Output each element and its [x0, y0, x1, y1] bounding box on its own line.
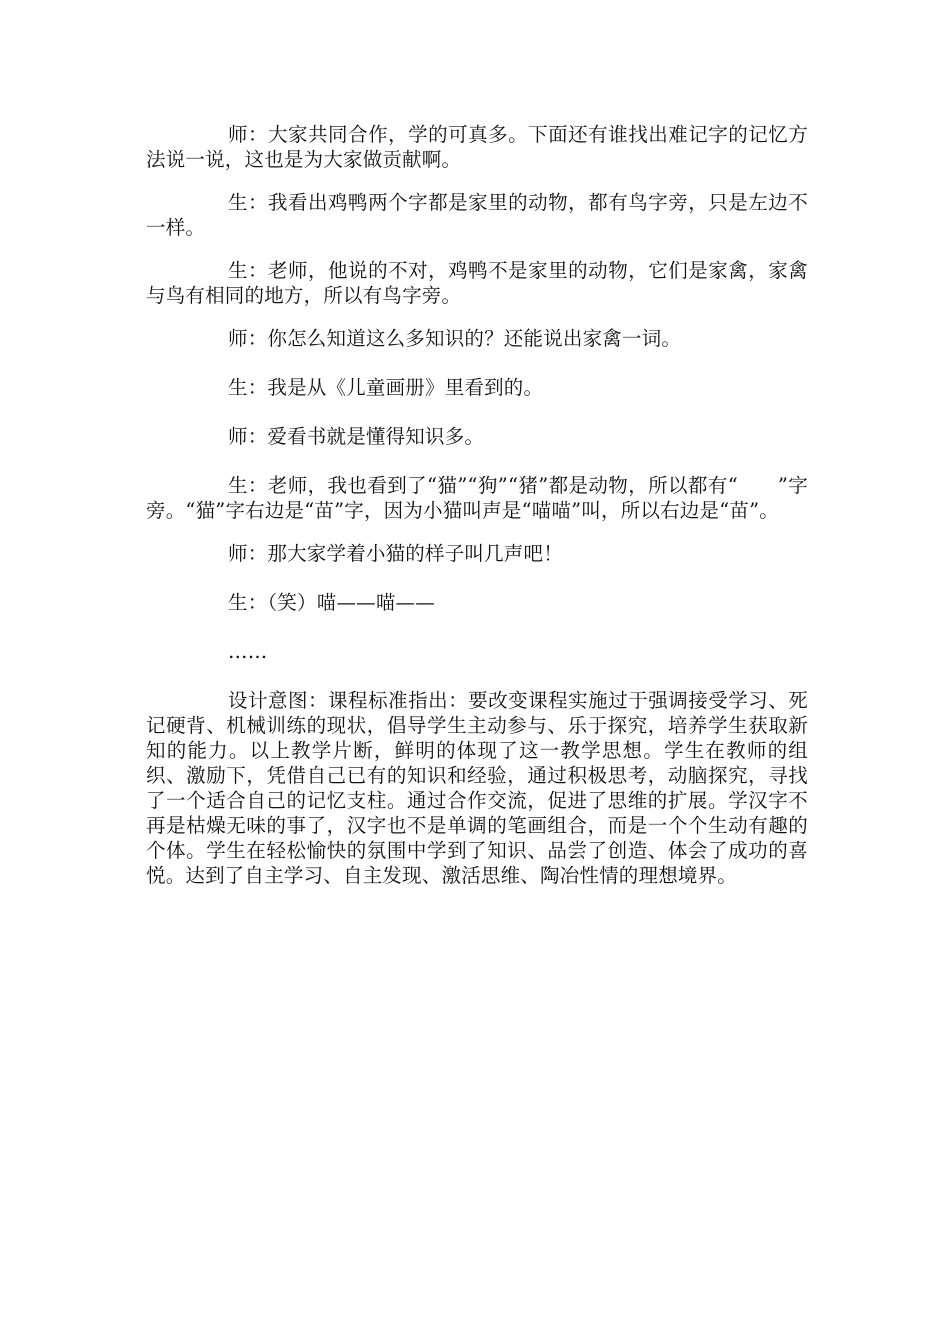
- dialogue-paragraph-student: 生：老师，他说的不对，鸡鸭不是家里的动物，它们是家禽，家禽与鸟有相同的地方，所以有鸟字旁。: [146, 259, 808, 307]
- dialogue-paragraph-student: 生：老师，我也看到了“猫”“狗”“猪”都是动物，所以都有“ ”字旁。“猫”字右边是“苗”字，因为小猫叫声是“喵喵”叫，所以右边是“苗”。: [146, 474, 808, 522]
- design-intent-paragraph: 设计意图：课程标准指出：要改变课程实施过于强调接受学习、死记硬背、机械训练的现状，倡导学生主动参与、乐于探究，培养学生获取新知的能力。以上教学片断，鲜明的体现了这一教学思想。学生在教师的组织、激励下，凭借自己已有的知识和经验，通过积极思考，动脑探究，寻找了一个适合自己的记忆支柱。通过合作交流，促进了思维的扩展。学汉字不再是枯燥无味的事了，汉字也不是单调的笔画组合，而是一个个生动有趣的个体。学生在轻松愉快的氛围中学到了知识、品尝了创造、体会了成功的喜悦。达到了自主学习、自主发现、激活思维、陶冶性情的理想境界。: [146, 689, 808, 887]
- dialogue-paragraph-teacher: 师：爱看书就是懂得知识多。: [228, 425, 485, 448]
- ellipsis-line: ……: [228, 640, 268, 663]
- dialogue-paragraph-teacher: 师：那大家学着小猫的样子叫几声吧！: [228, 542, 563, 565]
- dialogue-paragraph-student: 生：我是从《儿童画册》里看到的。: [228, 376, 544, 399]
- document-page: [146, 122, 808, 906]
- dialogue-paragraph-teacher: 师：你怎么知道这么多知识的？还能说出家禽一词。: [228, 327, 682, 350]
- dialogue-paragraph-student: 生：（笑）喵——喵——: [228, 591, 435, 614]
- dialogue-paragraph-teacher: 师：大家共同合作，学的可真多。下面还有谁找出难记字的记忆方法说一说，这也是为大家做贡献啊。: [146, 123, 808, 171]
- dialogue-paragraph-student: 生：我看出鸡鸭两个字都是家里的动物，都有鸟字旁，只是左边不一样。: [146, 191, 808, 239]
